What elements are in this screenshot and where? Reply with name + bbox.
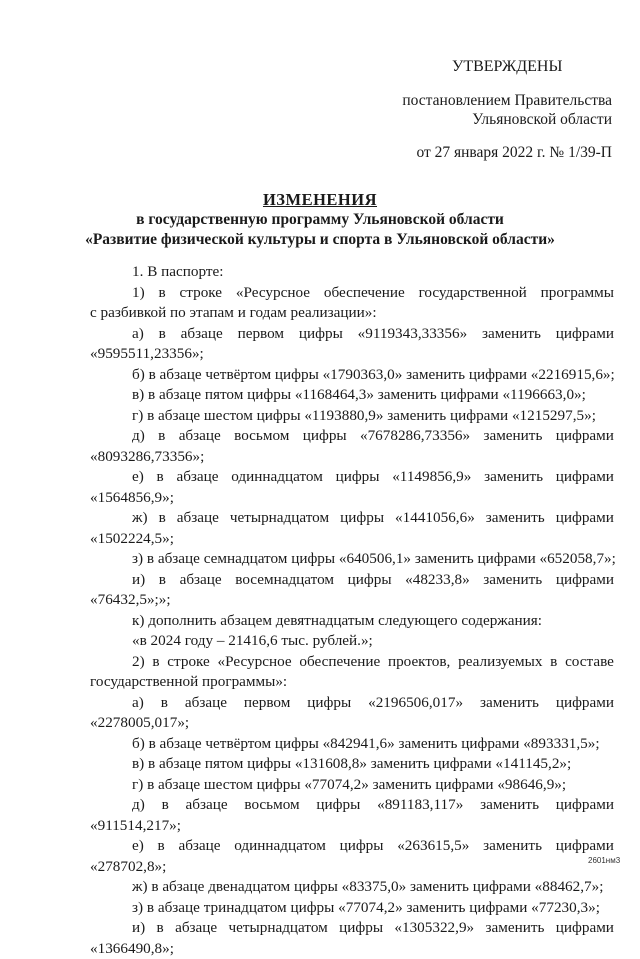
document-line: «76432,5»;»;	[90, 590, 614, 611]
document-line: «1366490,8»;	[90, 939, 614, 959]
document-line: г) в абзаце шестом цифры «77074,2» заменить цифрами «98646,9»;	[90, 775, 614, 796]
document-line: с разбивкой по этапам и годам реализации»:	[90, 303, 614, 324]
approval-decree-line-1: постановлением Правительства	[0, 91, 612, 110]
document-line: д) в абзаце восьмом цифры «891183,117» заменить цифрами	[90, 795, 614, 816]
document-line: д) в абзаце восьмом цифры «7678286,73356» заменить цифрами	[90, 426, 614, 447]
approval-decree-line-2: Ульяновской области	[0, 110, 612, 129]
document-subtitle-line-2: «Развитие физической культуры и спорта в Ульяновской области»	[0, 230, 640, 250]
document-line: 1) в строке «Ресурсное обеспечение государственной программы	[90, 283, 614, 304]
document-line: б) в абзаце четвёртом цифры «842941,6» заменить цифрами «893331,5»;	[90, 734, 614, 755]
document-subtitle-line-1: в государственную программу Ульяновской области	[0, 210, 640, 230]
document-line: государственной программы»:	[90, 672, 614, 693]
document-line: ж) в абзаце двенадцатом цифры «83375,0» заменить цифрами «88462,7»;	[90, 877, 614, 898]
document-footer-code: 2601нм3	[588, 856, 620, 865]
approval-title: УТВЕРЖДЕНЫ	[452, 57, 562, 76]
document-line: «911514,217»;	[90, 816, 614, 837]
document-line: з) в абзаце тринадцатом цифры «77074,2» заменить цифрами «77230,3»;	[90, 898, 614, 919]
document-line: к) дополнить абзацем девятнадцатым следующего содержания:	[90, 611, 614, 632]
document-line: «в 2024 году – 21416,6 тыс. рублей.»;	[90, 631, 614, 652]
document-header	[0, 190, 640, 250]
document-line: «1564856,9»;	[90, 488, 614, 509]
document-line: б) в абзаце четвёртом цифры «1790363,0» заменить цифрами «2216915,6»;	[90, 365, 614, 386]
document-line: ж) в абзаце четырнадцатом цифры «1441056,6» заменить цифрами	[90, 508, 614, 529]
document-line: 1. В паспорте:	[90, 262, 614, 283]
approval-decree	[0, 91, 612, 129]
document-line: а) в абзаце первом цифры «9119343,33356» заменить цифрами	[90, 324, 614, 345]
document-line: и) в абзаце восемнадцатом цифры «48233,8» заменить цифрами	[90, 570, 614, 591]
approval-date: от 27 января 2022 г. № 1/39-П	[0, 143, 612, 162]
document-line: е) в абзаце одиннадцатом цифры «263615,5» заменить цифрами	[90, 836, 614, 857]
document-line: «2278005,017»;	[90, 713, 614, 734]
document-line: «8093286,73356»;	[90, 447, 614, 468]
document-line: г) в абзаце шестом цифры «1193880,9» заменить цифрами «1215297,5»;	[90, 406, 614, 427]
document-line: з) в абзаце семнадцатом цифры «640506,1» заменить цифрами «652058,7»;	[90, 549, 614, 570]
document-title: ИЗМЕНЕНИЯ	[0, 190, 640, 210]
document-line: «278702,8»;	[90, 857, 614, 878]
document-line: е) в абзаце одиннадцатом цифры «1149856,9» заменить цифрами	[90, 467, 614, 488]
document-line: и) в абзаце четырнадцатом цифры «1305322,9» заменить цифрами	[90, 918, 614, 939]
document-line: а) в абзаце первом цифры «2196506,017» заменить цифрами	[90, 693, 614, 714]
document-body	[90, 262, 614, 959]
document-line: «9595511,23356»;	[90, 344, 614, 365]
document-line: «1502224,5»;	[90, 529, 614, 550]
document-line: в) в абзаце пятом цифры «131608,8» заменить цифрами «141145,2»;	[90, 754, 614, 775]
document-line: в) в абзаце пятом цифры «1168464,3» заменить цифрами «1196663,0»;	[90, 385, 614, 406]
document-line: 2) в строке «Ресурсное обеспечение проектов, реализуемых в составе	[90, 652, 614, 673]
